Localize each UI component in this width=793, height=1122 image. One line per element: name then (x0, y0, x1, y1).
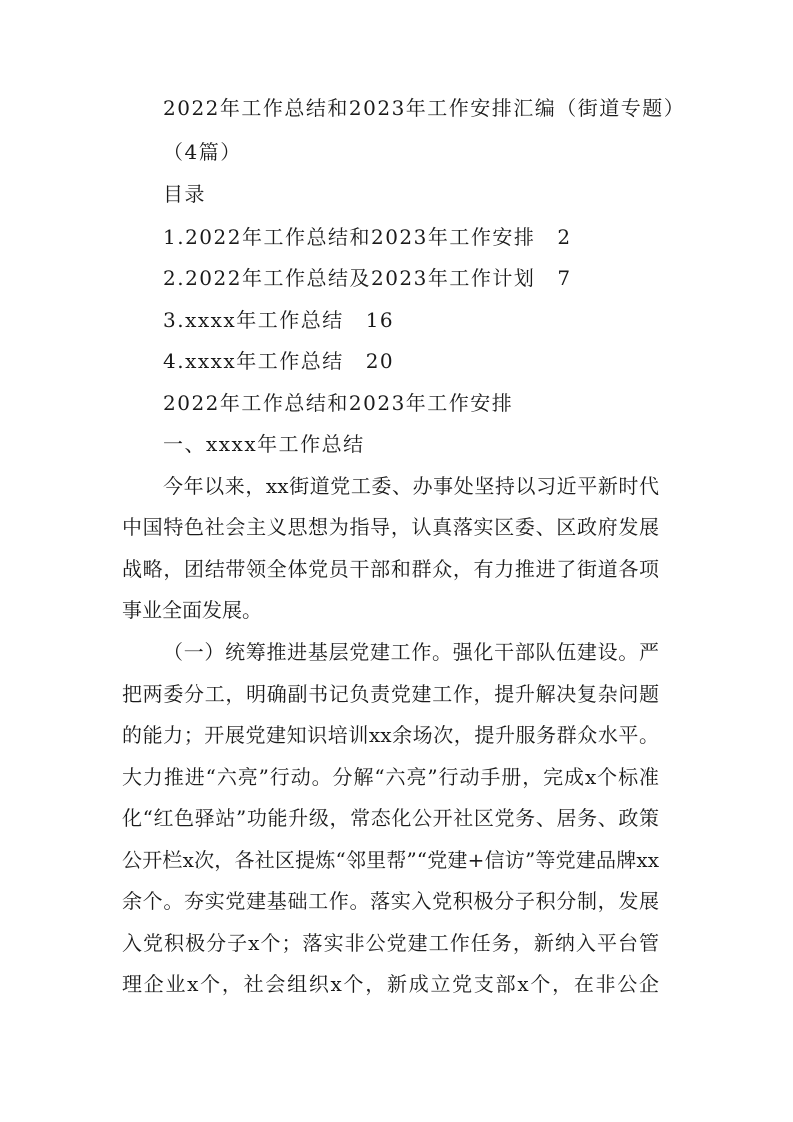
paragraph-line: 事业全面发展。 (122, 598, 262, 622)
toc-item-page: 16 (365, 308, 395, 332)
toc-item-label: 4.xxxx年工作总结 (163, 349, 344, 373)
toc-item-label: 3.xxxx年工作总结 (163, 308, 344, 332)
section-heading: 一、xxxx年工作总结 (163, 432, 365, 456)
toc-item[interactable] (163, 310, 394, 330)
paragraph-line: 理企业x个，社会组织x个，新成立党支部x个，在非公企 (122, 972, 659, 996)
document-title-line2: （4篇） (163, 140, 242, 164)
paragraph-line: 化“红色驿站”功能升级，常态化公开社区党务、居务、政策 (122, 806, 659, 830)
toc-item-label: 1.2022年工作总结和2023年工作安排 (163, 225, 536, 249)
paragraph-line: 的能力；开展党建知识培训xx余场次，提升服务群众水平。 (122, 723, 659, 747)
toc-item[interactable] (163, 351, 394, 371)
paragraph-line: 把两委分工，明确副书记负责党建工作，提升解决复杂问题 (122, 682, 659, 706)
paragraph-line: （一）统筹推进基层党建工作。强化干部队伍建设。严 (163, 640, 659, 664)
toc-item-page: 20 (365, 349, 395, 373)
paragraph-line: 余个。夯实党建基础工作。落实入党积极分子积分制，发展 (122, 889, 659, 913)
toc-item[interactable] (163, 227, 572, 247)
toc-item[interactable] (163, 268, 572, 288)
section-title: 2022年工作总结和2023年工作安排 (163, 391, 514, 415)
paragraph-line: 战略，团结带领全体党员干部和群众，有力推进了街道各项 (122, 557, 659, 581)
paragraph-line: 入党积极分子x个；落实非公党建工作任务，新纳入平台管 (122, 931, 659, 955)
toc-item-label: 2.2022年工作总结及2023年工作计划 (163, 266, 536, 290)
toc-item-page: 7 (557, 266, 572, 290)
toc-heading: 目录 (163, 182, 206, 206)
toc-item-page: 2 (557, 225, 572, 249)
paragraph-line: 今年以来，xx街道党工委、办事处坚持以习近平新时代 (163, 474, 659, 498)
paragraph-line: 公开栏x次，各社区提炼“邻里帮”“党建+信访”等党建品牌xx (122, 848, 659, 872)
paragraph-line: 大力推进“六亮”行动。分解“六亮”行动手册，完成x个标准 (122, 765, 659, 789)
document-title-line1: 2022年工作总结和2023年工作安排汇编（街道专题） (163, 96, 686, 120)
paragraph-line: 中国特色社会主义思想为指导，认真落实区委、区政府发展 (122, 515, 659, 539)
